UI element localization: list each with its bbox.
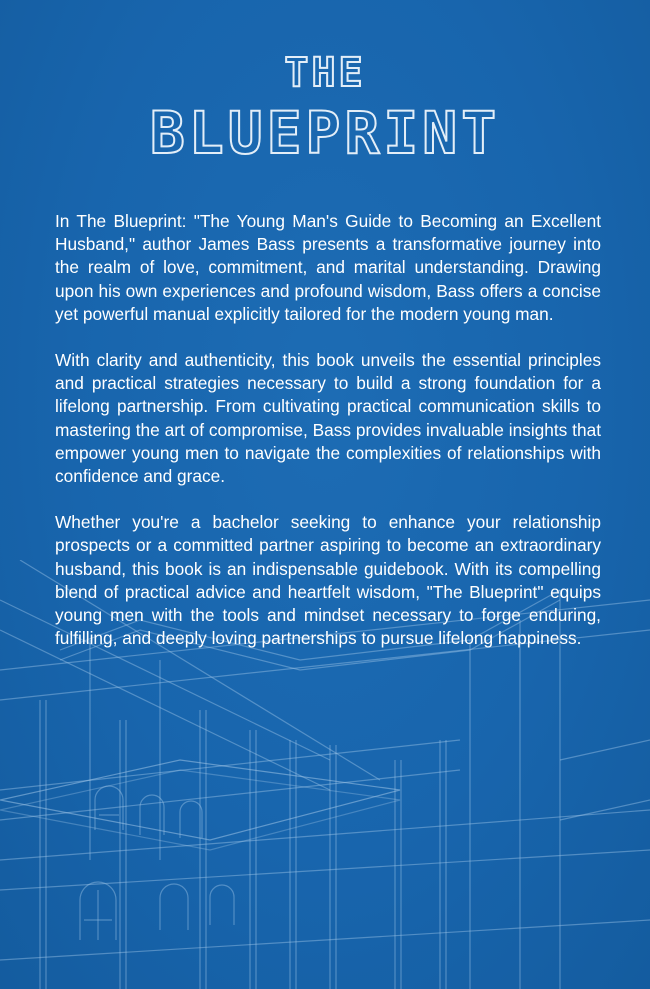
book-title [0, 50, 650, 170]
book-description [55, 210, 601, 673]
description-paragraph-2: With clarity and authenticity, this book unveils the essential principles and practical strategies necessary to build a strong foundation for a lifelong partnership. From cultivating practical communication skills to mastering the art of compromise, Bass provides invaluable insights that empower young men to navigate the complexities of relationships with confidence and grace. [55, 350, 601, 487]
description-paragraph-3: Whether you're a bachelor seeking to enhance your relationship prospects or a committed partner aspiring to become an extraordinary husband, this book is an indispensable guidebook. With its compelling blend of practical advice and heartfelt wisdom, "The Blueprint" equips young men with the tools and mindset necessary to forge enduring, fulfilling, and deeply loving partnerships to pursue lifelong happiness. [55, 512, 601, 649]
description-paragraph-1: In The Blueprint: "The Young Man's Guide to Becoming an Excellent Husband," author James Bass presents a transformative journey into the realm of love, commitment, and marital understanding. Drawing upon his own experiences and profound wisdom, Bass offers a concise yet powerful manual explicitly tailored for the modern young man. [55, 211, 601, 324]
title-line-the: THE [284, 50, 366, 96]
title-line-blueprint: BLUEPRINT [149, 99, 501, 167]
